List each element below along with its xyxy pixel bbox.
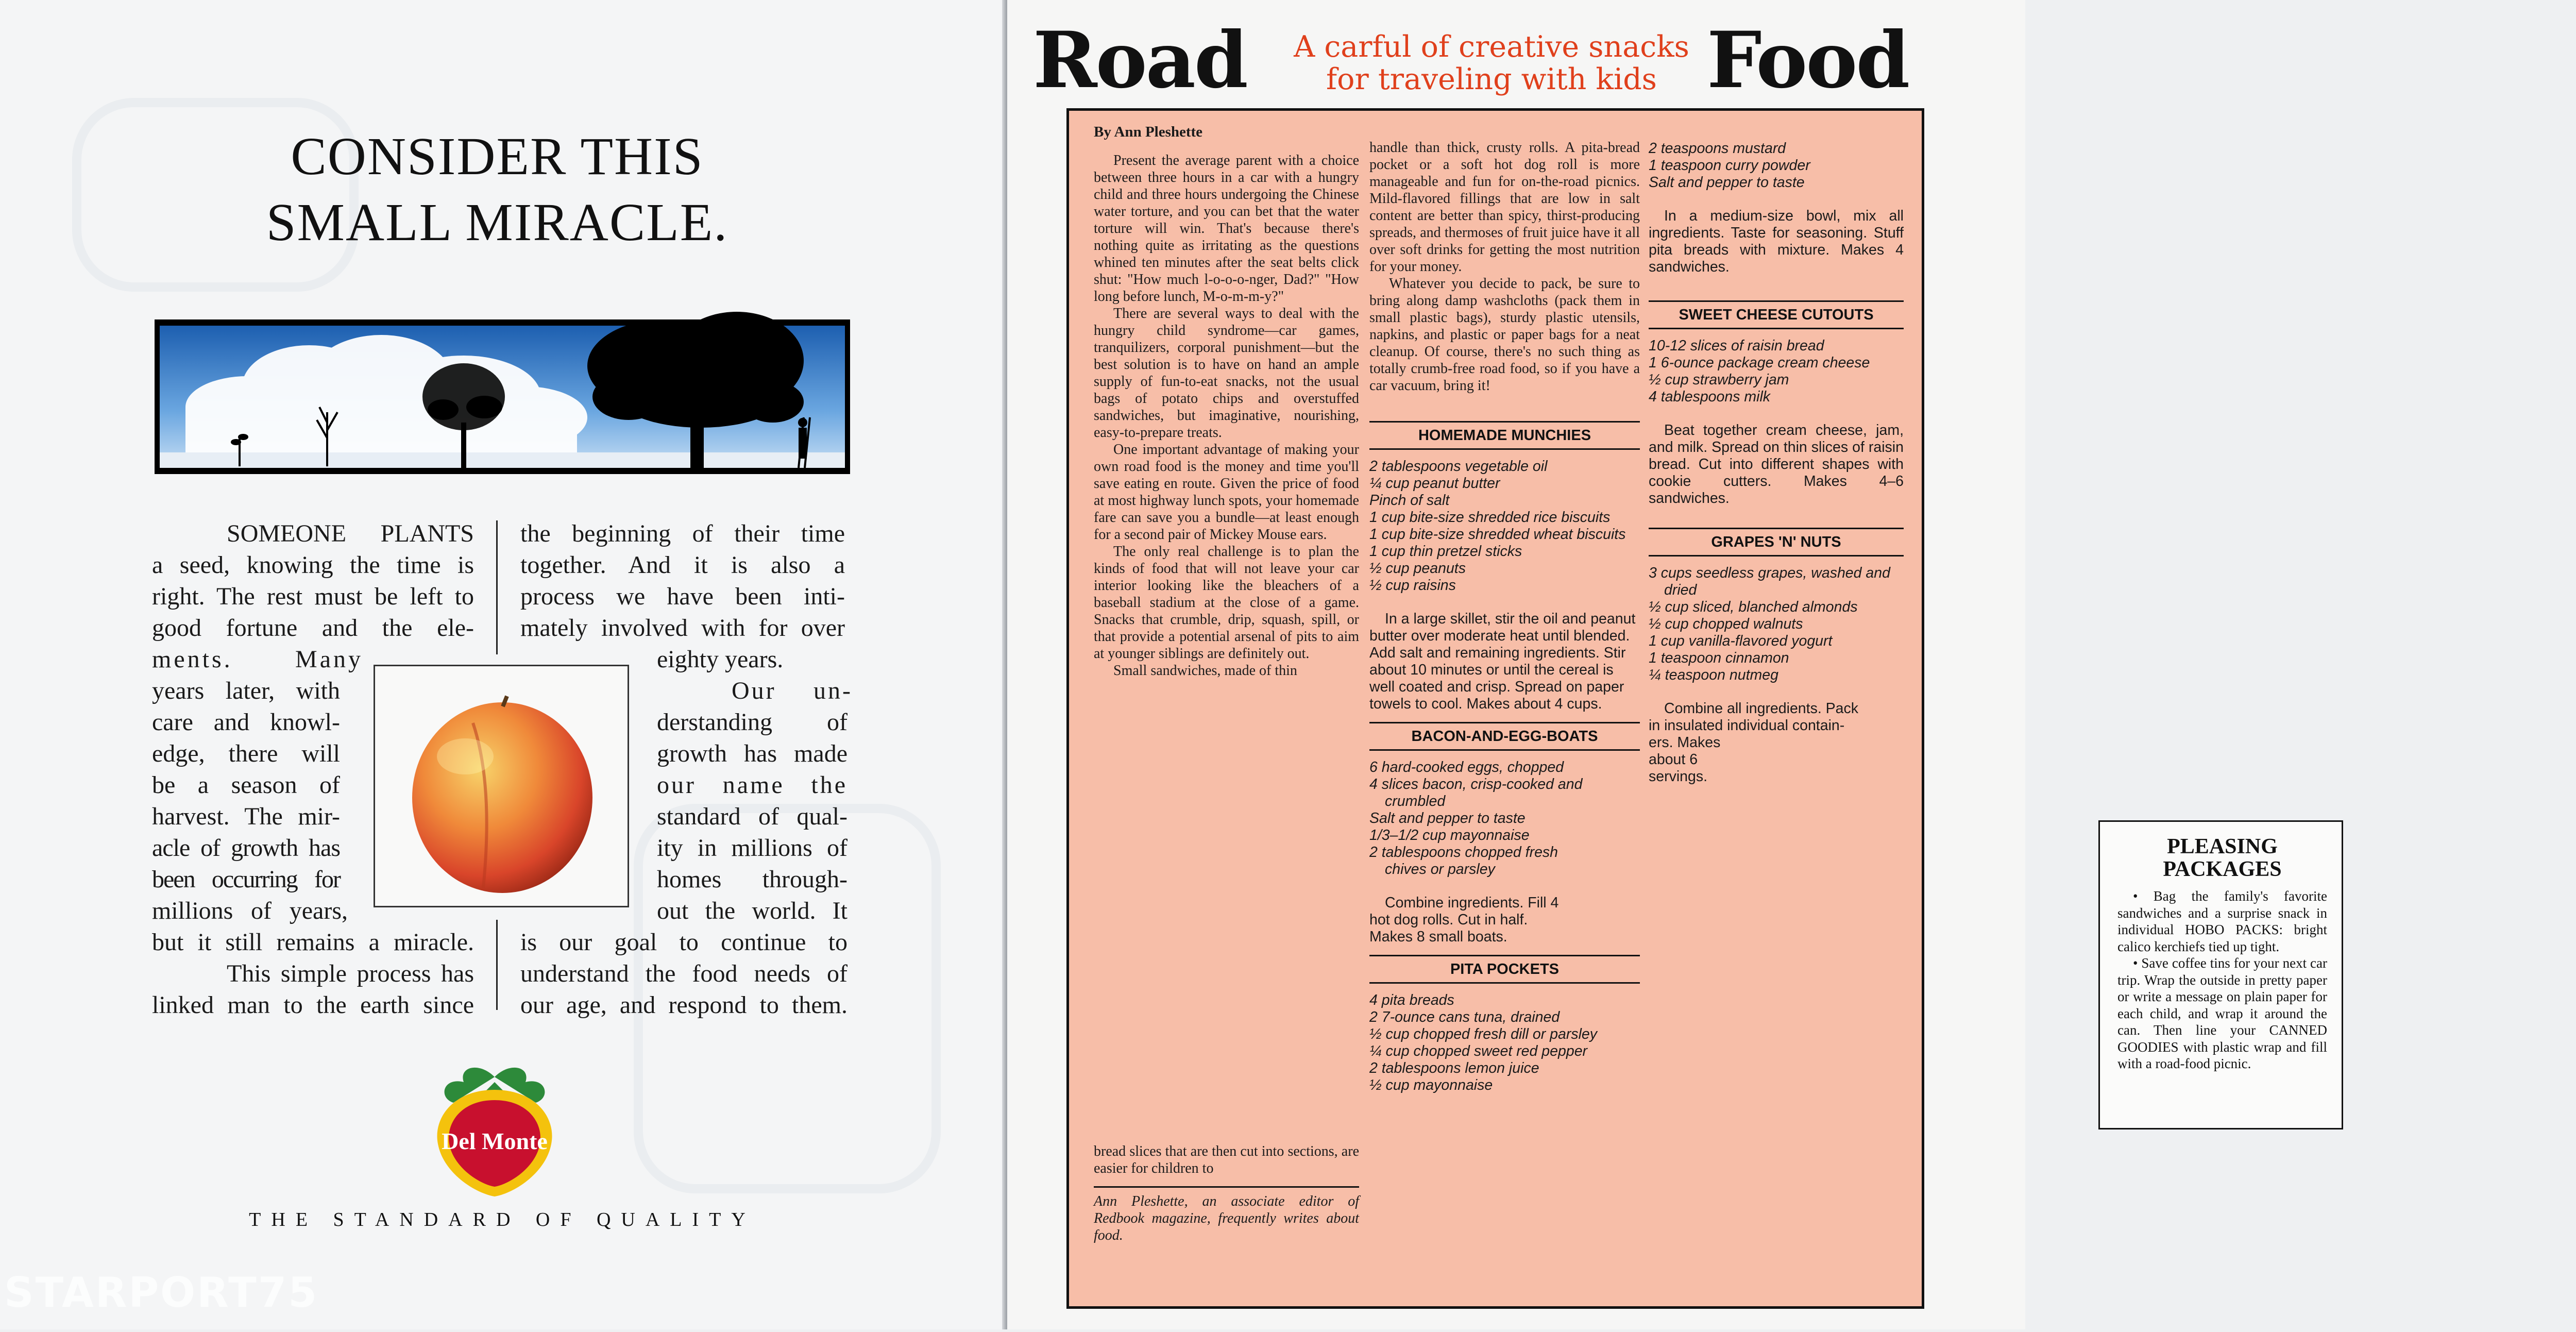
recipe-title-bacon: BACON-AND-EGG-BOATS [1369, 722, 1640, 751]
column-divider [496, 920, 498, 1010]
ad-text-line: edge, there will [152, 740, 340, 767]
ingredient: ½ cup mayonnaise [1369, 1077, 1493, 1093]
article-column-1-continued [1094, 1143, 1359, 1244]
landscape-illustration [155, 319, 850, 474]
direction-line: ers. Makes [1649, 734, 1721, 751]
ad-text-line: standard of qual- [657, 803, 848, 830]
direction-line: servings. [1649, 768, 1708, 785]
subtitle-line-1: A carful of creative snacks [1294, 30, 1689, 64]
ad-text-line: a seed, knowing the time is [152, 551, 474, 579]
ingredient: Salt and pepper to taste [1649, 174, 1805, 191]
recipe-title-munchies: HOMEMADE MUNCHIES [1369, 421, 1640, 450]
peach-image-frame [374, 665, 629, 907]
ad-text-line: the beginning of their time [520, 520, 845, 547]
ad-text-line: linked man to the earth since [152, 991, 474, 1019]
logo-text: Del Monte [442, 1128, 548, 1154]
bacon-ingredients [1369, 759, 1591, 878]
title-road: Road [1033, 15, 1247, 106]
pita-ingredients [1369, 992, 1640, 1094]
subtitle-line-2: for traveling with kids [1326, 62, 1657, 96]
pita-ingredients-continued [1649, 140, 1904, 191]
ingredient: 4 tablespoons milk [1649, 389, 1771, 405]
article-paragraph: There are several ways to deal with the hungry child syndrome—car games, tranquilizers, corporal punishment—but the best solution is to have on hand an ample supply of fun-to-eat snacks, not the usual bags of potato chips and overstuffed sandwiches, but imaginative, nourishing, easy-to-prepare treats. [1094, 306, 1359, 441]
article-column-1 [1094, 124, 1359, 679]
ingredient: 1 cup bite-size shredded wheat biscuits [1369, 526, 1626, 543]
ad-text-line: growth has made [657, 740, 848, 767]
article-paragraph: Whatever you decide to pack, be sure to bring along damp washcloths (pack them in small plastic bags), sturdy plastic utensils, napkins, and plastic or paper bags for a neat cleanup. Of course, there's no such thing as totally crumb-free road food, so if you have a car vacuum, bring it! [1369, 276, 1640, 394]
ingredient: 1 teaspoon cinnamon [1649, 650, 1789, 666]
cheese-ingredients [1649, 338, 1904, 406]
recipe-title-cheese: SWEET CHEESE CUTOUTS [1649, 300, 1904, 329]
scan-watermark: STARPORT75 [4, 1269, 319, 1317]
ad-headline [196, 124, 799, 256]
box-title-line-2: PACKAGES [2163, 857, 2282, 881]
ingredient: 4 pita breads [1369, 992, 1454, 1008]
bacon-directions: Combine ingredients. Fill 4 hot dog rolls. Cut in half. Makes 8 small boats. [1369, 895, 1559, 945]
ad-text-line: ments. Many [152, 646, 363, 673]
grapes-ingredients [1649, 565, 1904, 684]
ad-text-line: our age, and respond to them. [520, 991, 848, 1019]
ad-text-line: derstanding of [657, 709, 848, 736]
ad-text-line: years later, with [152, 677, 340, 704]
ad-text-line: harvest. The mir- [152, 803, 340, 830]
ad-text-line: SOMEONE PLANTS [227, 520, 474, 547]
ad-text-line: Our un- [732, 677, 853, 704]
ad-text-line: millions of years, [152, 897, 348, 924]
box-title-line-1: PLEASING [2167, 835, 2278, 858]
ingredient: ¼ cup peanut butter [1369, 475, 1500, 492]
pleasing-packages-box [2098, 820, 2343, 1129]
ingredient: 1 cup thin pretzel sticks [1369, 543, 1522, 560]
ingredient: Pinch of salt [1369, 492, 1450, 509]
box-tip: • Save coffee tins for your next car trip. Wrap the outside in pretty paper or write a message on plain paper for each child, and wrap it around the can. Then line your CANNED GOODIES with plastic wrap and fill with a road-food picnic. [2117, 955, 2327, 1071]
ingredient: 1/3–1/2 cup mayonnaise [1369, 827, 1530, 844]
direction-line: Combine all ingredients. Pack [1664, 700, 1859, 717]
ingredient: ½ cup raisins [1369, 577, 1456, 594]
article-paragraph: The only real challenge is to plan the kinds of food that will not leave your car interior looking like the bleachers of a baseball stadium at the close of a game. Snacks that crumble, drip, squash, spill, or that provide a potential arsenal of pits to aim at younger siblings are definitely out. [1094, 544, 1359, 662]
ingredient: ¼ teaspoon nutmeg [1649, 667, 1778, 683]
recipe-title-grapes: GRAPES 'N' NUTS [1649, 528, 1904, 557]
ingredient: 1 teaspoon curry powder [1649, 157, 1810, 174]
article-paragraph: One important advantage of making your own road food is the money and time you'll save eating en route. Given the price of food at most highway lunch spots, your homemade fare can save you a bundle—at least enough for a second pair of Mickey Mouse ears. [1094, 442, 1359, 543]
pita-directions: In a medium-size bowl, mix all ingredients. Taste for seasoning. Stuff pita breads with mixture. Makes 4 sandwiches. [1649, 208, 1904, 275]
pleasing-packages-title [2117, 835, 2327, 881]
byline: By Ann Pleshette [1094, 124, 1203, 140]
article-paragraph: handle than thick, crusty rolls. A pita-bread pocket or a soft hot dog roll is more manageable and fun for on-the-road picnics. Mild-flavored fillings that are low in salt content are better than spicy, thirst-producing spreads, and thermoses of fruit juice have it all over soft drinks for getting the most nutrition for your money. [1369, 140, 1640, 275]
ad-text-line: out the world. It [657, 897, 848, 924]
article-subtitle [1278, 31, 1705, 96]
ad-text-line: our name the [657, 771, 848, 799]
headline-line-1: CONSIDER THIS [291, 127, 704, 186]
box-tip: • Bag the family's favorite sandwiches and a surprise snack in individual HOBO PACKS: bright calico kerchiefs tied up tight. [2117, 888, 2327, 954]
cheese-directions: Beat together cream cheese, jam, and milk. Spread on thin slices of raisin bread. Cut into different shapes with cookie cutters. Makes 4–6 sandwiches. [1649, 422, 1904, 507]
del-monte-logo [422, 1061, 567, 1201]
article-column-3 [1649, 140, 1904, 785]
ad-text-line: good fortune and the ele- [152, 614, 474, 642]
ingredient: ½ cup peanuts [1369, 560, 1466, 577]
ingredient: 10-12 slices of raisin bread [1649, 338, 1824, 354]
article-paragraph: Present the average parent with a choice between three hours in a car with a hungry child and three hours undergoing the Chinese water torture, and you can bet that the water torture will win. That's because there's nothing quite as irritating as the questions whined ten minutes after the seat belts click shut: "How much l-o-o-o-nger, Dad?" "How long before lunch, M-o-m-m-y?" [1094, 153, 1359, 305]
ingredient: ½ cup chopped fresh dill or parsley [1369, 1026, 1598, 1042]
ingredient: ½ cup strawberry jam [1649, 372, 1789, 388]
ad-text-line: understand the food needs of [520, 960, 848, 987]
direction-line: about 6 [1649, 751, 1698, 768]
ad-text-line: but it still remains a miracle. [152, 929, 474, 956]
ingredient: 2 teaspoons mustard [1649, 140, 1786, 157]
ad-text-line: This simple process has [227, 960, 474, 987]
ingredient: 2 7-ounce cans tuna, drained [1369, 1009, 1560, 1025]
ingredient: 4 slices bacon, crisp-cooked and crumbled [1369, 776, 1583, 810]
direction-line: in insulated individual contain- [1649, 717, 1845, 734]
del-monte-ad-page [0, 0, 1005, 1329]
ingredient: 6 hard-cooked eggs, chopped [1369, 759, 1564, 775]
ad-text-line: homes through- [657, 866, 848, 893]
ad-text-line: right. The rest must be left to [152, 583, 474, 610]
ad-text-line: be a season of [152, 771, 340, 799]
ad-text-line: is our goal to continue to [520, 929, 848, 956]
headline-line-2: SMALL MIRACLE. [266, 193, 728, 252]
ingredient: 1 6-ounce package cream cheese [1649, 355, 1870, 371]
editor-note: Ann Pleshette, an associate editor of Redbook magazine, frequently writes about food. [1094, 1193, 1359, 1243]
peach-image [375, 666, 624, 903]
ingredient: ½ cup sliced, blanched almonds [1649, 599, 1858, 615]
ingredient: 1 cup vanilla-flavored yogurt [1649, 633, 1833, 649]
ad-text-line: acle of growth has [152, 834, 340, 862]
ingredient: 2 tablespoons lemon juice [1369, 1060, 1539, 1076]
ad-text-line: process we have been inti- [520, 583, 845, 610]
ingredient: ½ cup chopped walnuts [1649, 616, 1803, 632]
article-column-2 [1369, 139, 1640, 1094]
ingredient: ¼ cup chopped sweet red pepper [1369, 1043, 1588, 1059]
road-food-article-page [1007, 0, 2327, 1329]
ingredient: 3 cups seedless grapes, washed and dried [1649, 565, 1890, 598]
munchies-ingredients [1369, 458, 1640, 594]
column-divider [496, 520, 498, 654]
ad-slogan: THE STANDARD OF QUALITY [249, 1209, 756, 1230]
ad-text-line: been occurring for [152, 866, 340, 893]
munchies-directions: In a large skillet, stir the oil and peanut butter over moderate heat until blended. Add salt and remaining ingredients. Stir about 10 minutes or until the cereal is well coated and crisp. Spread on paper towels to cool. Makes about 4 cups. [1369, 611, 1636, 712]
recipe-title-pita: PITA POCKETS [1369, 955, 1640, 984]
ingredient: Salt and pepper to taste [1369, 810, 1526, 827]
ingredient: 2 tablespoons chopped fresh chives or parsley [1369, 844, 1558, 878]
ingredient: 2 tablespoons vegetable oil [1369, 458, 1548, 475]
ad-text-line: eighty years. [657, 646, 784, 673]
ingredient: 1 cup bite-size shredded rice biscuits [1369, 509, 1611, 526]
article-paragraph: bread slices that are then cut into sections, are easier for children to [1094, 1143, 1359, 1176]
title-food: Food [1707, 15, 1909, 106]
ad-text-line: ity in millions of [657, 834, 848, 862]
ad-text-line: mately involved with for over [520, 614, 845, 642]
ad-text-line: care and knowl- [152, 709, 340, 736]
grapes-directions [1649, 700, 1904, 785]
ad-text-line: together. And it is also a [520, 551, 845, 579]
article-paragraph: Small sandwiches, made of thin [1113, 663, 1297, 679]
